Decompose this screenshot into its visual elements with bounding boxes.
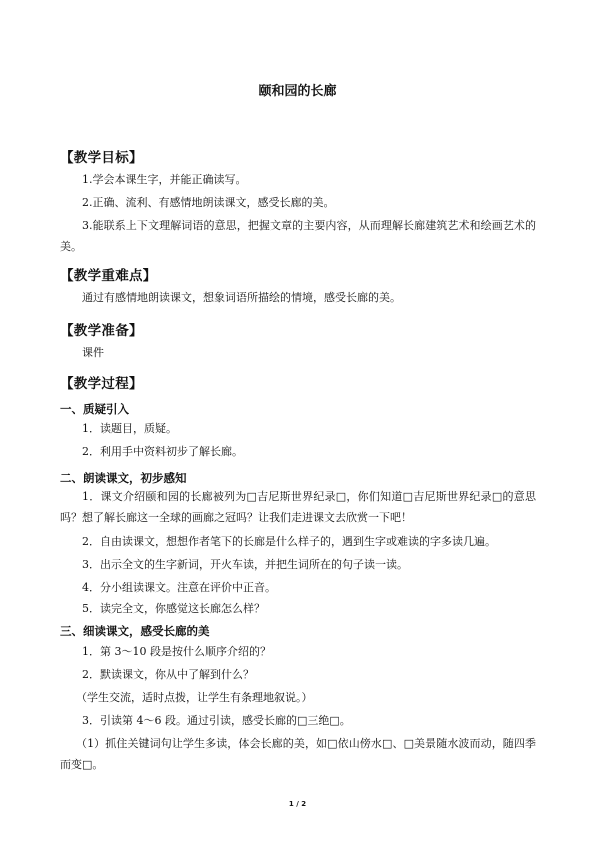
page-number: 1 / 2 <box>288 800 307 808</box>
process-part-3-item-3-1: （1）抓住关键词句让学生多读，体会长廊的美，如□依山傍水□、□美景随水波而动，随四季而变□。 <box>60 737 536 771</box>
process-part-2-item-4: 4．分小组读课文。注意在评价中正音。 <box>82 581 276 594</box>
process-part-3-item-1: 1．第 3～10 段是按什么顺序介绍的？ <box>82 645 271 658</box>
heading-teaching-goals: 【教学目标】 <box>60 150 143 166</box>
process-part-2-item-1: 1．课文介绍颐和园的长廊被列为□吉尼斯世界纪录□，你们知道□吉尼斯世界纪录□的意思吗？想了解长廊这一全球的画廊之冠吗？让我们走进课文去欣赏一下吧！ <box>60 490 536 524</box>
goal-item-1: 1.学会本课生字，并能正确读写。 <box>82 173 247 186</box>
document-title: 颐和园的长廊 <box>258 84 337 99</box>
heading-preparation: 【教学准备】 <box>60 323 143 339</box>
process-part-3-item-2: 2．默读课文，你从中了解到什么？ <box>82 668 254 681</box>
preparation-item: 课件 <box>82 346 104 359</box>
process-part-1-item-1: 1．读题目，质疑。 <box>82 422 177 435</box>
process-part-1-title: 一、质疑引入 <box>60 402 129 416</box>
process-part-3-title: 三、细读课文，感受长廊的美 <box>60 624 210 638</box>
goal-item-2: 2.正确、流利、有感情地朗读课文，感受长廊的美。 <box>82 196 335 209</box>
goal-item-3: 3.能联系上下文理解词语的意思，把握文章的主要内容，从而理解长廊建筑艺术和绘画艺术的美。 <box>60 219 536 253</box>
heading-key-points: 【教学重难点】 <box>60 268 157 284</box>
process-part-2-item-3: 3．出示全文的生字新词，开火车读，并把生词所在的句子读一读。 <box>82 558 408 571</box>
process-part-3-item-3: 3．引读第 4～6 段。通过引读，感受长廊的□三绝□。 <box>82 714 351 727</box>
process-part-3-note: （学生交流，适时点拨，让学生有条理地叙说。） <box>76 691 313 704</box>
process-part-2-title: 二、朗读课文，初步感知 <box>60 471 187 485</box>
process-part-2-item-2: 2．自由读课文，想想作者笔下的长廊是什么样子的，遇到生字或难读的字多读几遍。 <box>82 535 496 548</box>
process-part-1-item-2: 2．利用手中资料初步了解长廊。 <box>82 445 243 458</box>
key-point-item: 通过有感情地朗读课文，想象词语所描绘的情境，感受长廊的美。 <box>82 291 401 304</box>
heading-teaching-process: 【教学过程】 <box>60 376 143 392</box>
process-part-2-item-5: 5．读完全文，你感觉这长廊怎么样？ <box>82 602 265 615</box>
